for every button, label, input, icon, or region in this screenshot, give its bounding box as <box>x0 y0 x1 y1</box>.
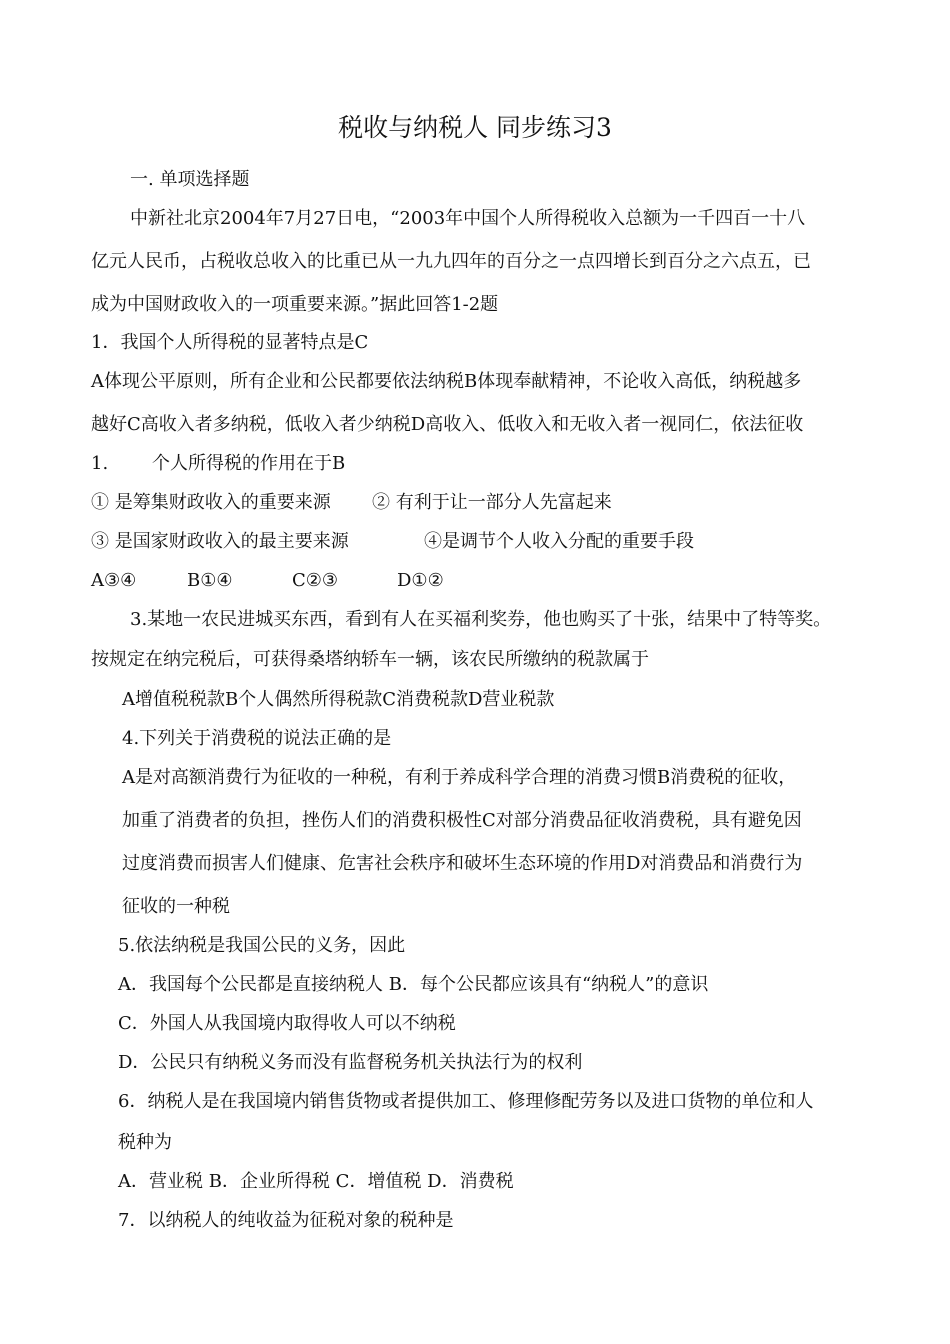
passage-line-3: 成为中国财政收入的一项重要来源。”据此回答1-2题 <box>91 294 499 315</box>
section-heading: 一. 单项选择题 <box>130 169 250 190</box>
q2-stem: 个人所得税的作用在于B <box>152 453 346 474</box>
q2-item-4: ④是调节个人收入分配的重要手段 <box>424 531 694 552</box>
q6-options: A．营业税 B．企业所得税 C．增值税 D．消费税 <box>118 1171 514 1192</box>
passage-line-1: 中新社北京2004年7月27日电，“2003年中国个人所得税收入总额为一千四百一十八 <box>130 208 806 229</box>
q3-line-2: 按规定在纳完税后，可获得桑塔纳轿车一辆，该农民所缴纳的税款属于 <box>91 649 649 670</box>
q5-stem: 5.依法纳税是我国公民的义务，因此 <box>118 935 406 956</box>
q2-item-1: ① 是筹集财政收入的重要来源 <box>91 492 331 513</box>
q4-options-line-2: 加重了消费者的负担，挫伤人们的消费积极性C对部分消费品征收消费税，具有避免因 <box>122 810 802 831</box>
q5-option-d: D．公民只有纳税义务而没有监督税务机关执法行为的权利 <box>118 1052 583 1073</box>
q2-number: 1. <box>91 453 109 474</box>
q4-options-line-3: 过度消费而损害人们健康、危害社会秩序和破坏生态环境的作用D对消费品和消费行为 <box>122 853 803 874</box>
q2-choice-d: D①② <box>397 570 444 591</box>
q2-choice-a: A③④ <box>91 570 137 591</box>
q4-options-line-1: A是对高额消费行为征收的一种税，有利于养成科学合理的消费习惯B消费税的征收， <box>122 767 797 788</box>
q4-stem: 4.下列关于消费税的说法正确的是 <box>122 728 392 749</box>
q3-options: A增值税税款B个人偶然所得税款C消费税款D营业税款 <box>122 689 555 710</box>
q2-item-2: ② 有利于让一部分人先富起来 <box>372 492 612 513</box>
page-title: 税收与纳税人 同步练习3 <box>338 113 612 142</box>
passage-line-2: 亿元人民币，占税收总收入的比重已从一九九四年的百分之一点四增长到百分之六点五，已 <box>91 251 811 272</box>
q4-options-line-4: 征收的一种税 <box>122 896 230 917</box>
q2-choice-c: C②③ <box>292 570 339 591</box>
q7-stem: 7．以纳税人的纯收益为征税对象的税种是 <box>118 1210 454 1231</box>
q5-option-c: C．外国人从我国境内取得收人可以不纳税 <box>118 1013 456 1034</box>
q1-stem: 1．我国个人所得税的显著特点是C <box>91 332 369 353</box>
q2-choice-b: B①④ <box>187 570 233 591</box>
q1-options-line-2: 越好C高收入者多纳税，低收入者少纳税D高收入、低收入和无收入者一视同仁，依法征收 <box>91 414 804 435</box>
q6-line-1: 6．纳税人是在我国境内销售货物或者提供加工、修理修配劳务以及进口货物的单位和人 <box>118 1091 814 1112</box>
q1-options-line-1: A体现公平原则，所有企业和公民都要依法纳税B体现奉献精神，不论收入高低，纳税越多 <box>91 371 802 392</box>
q3-line-1: 3.某地一农民进城买东西，看到有人在买福利奖券，他也购买了十张，结果中了特等奖。 <box>130 609 832 630</box>
q2-item-3: ③ 是国家财政收入的最主要来源 <box>91 531 349 552</box>
q6-line-2: 税种为 <box>118 1132 172 1153</box>
q5-option-ab: A．我国每个公民都是直接纳税人 B．每个公民都应该具有“纳税人”的意识 <box>118 974 709 995</box>
